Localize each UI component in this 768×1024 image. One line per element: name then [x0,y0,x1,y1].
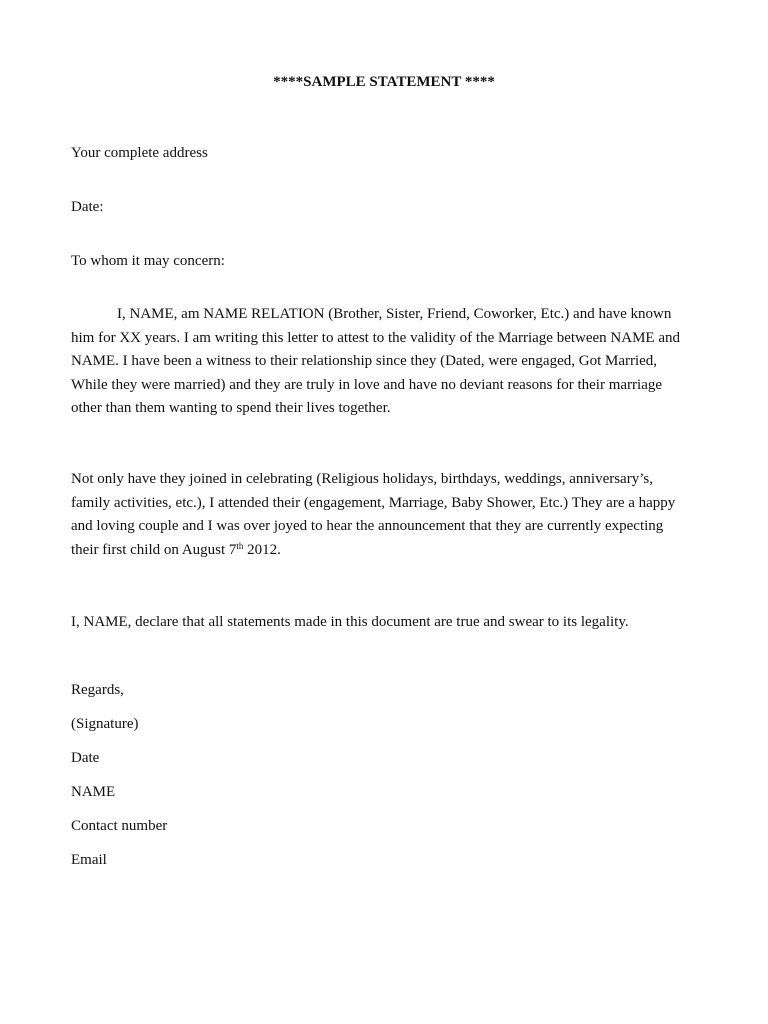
year-text: 2012. [243,541,281,558]
declaration: I, NAME, declare that all statements made in this document are true and swear to its legality. [71,614,629,630]
paragraph-line [71,539,691,563]
paragraph-line: While they were married) and they are truly in love and have no deviant reasons for their marriage [71,376,663,393]
paragraph-relationship [71,303,691,421]
paragraph-line: other than them wanting to spend their lives together. [71,400,391,416]
address-line: Your complete address [71,145,208,161]
closing-contact: Contact number [71,818,168,834]
salutation: To whom it may concern: [71,253,225,269]
paragraph-line: I, NAME, am NAME RELATION (Brother, Sister, Friend, Coworker, Etc.) and have known [117,306,672,322]
signature-placeholder: (Signature) [71,716,139,732]
closing-email: Email [71,852,107,868]
paragraph-line: Not only have they joined in celebrating (Religious holidays, birthdays, weddings, anniversary’s, [71,471,653,487]
paragraph-line: and loving couple and I was over joyed to hear the announcement that they are currently expecting [71,518,664,534]
paragraph-celebrations [71,468,691,562]
closing-name: NAME [71,784,116,800]
paragraph-line: NAME. I have been a witness to their relationship since they (Dated, were engaged, Got Married, [71,353,658,369]
paragraph-line: him for XX years. I am writing this letter to attest to the validity of the Marriage between NAME and [71,329,681,346]
closing-date: Date [71,750,100,766]
paragraph-line: family activities, etc.), I attended their (engagement, Marriage, Baby Shower, Etc.) They are a happy [71,494,676,511]
date-line: Date: [71,199,104,215]
ordinal-suffix: th [236,540,244,551]
document-title: ****SAMPLE STATEMENT **** [273,74,495,90]
expecting-text: their first child on August 7 [71,541,237,558]
closing-regards: Regards, [71,682,124,698]
